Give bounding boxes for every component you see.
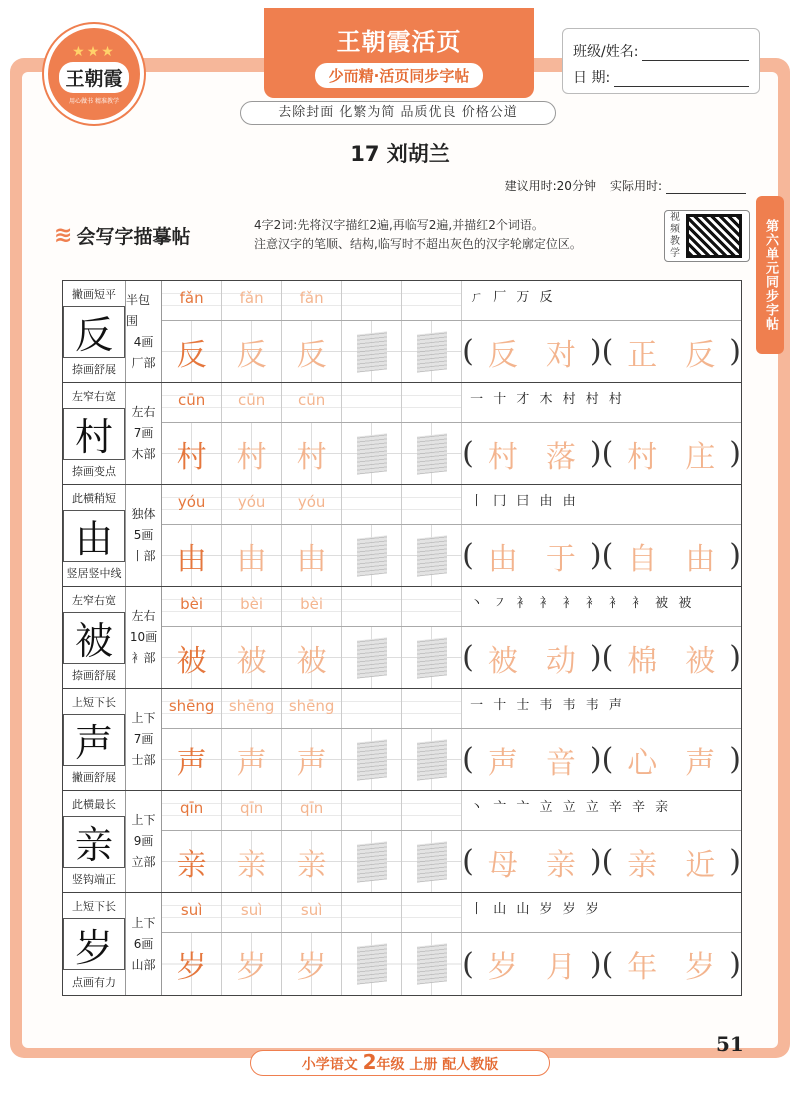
- pinyin-cell: shēng: [282, 689, 342, 728]
- copy-char-cell[interactable]: [342, 321, 402, 382]
- pinyin-line: [162, 281, 741, 321]
- copy-char-cell[interactable]: [402, 729, 462, 790]
- date-line[interactable]: [573, 61, 749, 87]
- instruction-line-2: 注意汉字的笔顺、结构,临写时不超出灰色的汉字轮廓定位区。: [254, 237, 582, 251]
- pinyin-cell: cūn: [162, 383, 222, 422]
- tip-bottom: 点画有力: [72, 976, 116, 989]
- banner-title: 王朝霞活页: [336, 27, 462, 56]
- big-char: 被: [63, 612, 125, 664]
- tip-top: 左窄右宽: [72, 594, 116, 607]
- pinyin-cell: shēng: [162, 689, 222, 728]
- logo-sub: 用心做书 精准教学: [69, 97, 119, 105]
- paren-close-icon: ): [589, 946, 602, 982]
- practice-grid: [62, 280, 742, 996]
- tip-bottom: 捺画舒展: [72, 363, 116, 376]
- tip-bottom: 竖钩端正: [72, 873, 116, 886]
- paren-open-icon: (: [601, 742, 614, 777]
- pinyin-line: [162, 689, 741, 729]
- model-char-cell: 由: [162, 525, 222, 586]
- outline-zone: [417, 739, 447, 780]
- practice-row: [63, 281, 741, 383]
- pinyin-cell: bèi: [282, 587, 342, 626]
- char-line: [162, 321, 741, 382]
- paren-open-icon: (: [601, 334, 614, 369]
- pinyin-blank-cell[interactable]: [402, 791, 462, 830]
- stroke-order: 一 十 士 韦 韦 韦 声: [470, 698, 625, 713]
- radical: 士部: [131, 753, 156, 767]
- word-char[interactable]: 岁: [487, 950, 518, 985]
- pinyin-blank-cell[interactable]: [342, 485, 402, 524]
- pinyin-blank-cell[interactable]: [342, 689, 402, 728]
- pinyin-cell: suì: [162, 893, 222, 932]
- lesson-title: 17 刘胡兰: [350, 142, 450, 166]
- pinyin-cell: fǎn: [222, 281, 282, 320]
- word-char[interactable]: 村: [487, 439, 518, 475]
- tip-top: 左窄右宽: [72, 390, 116, 403]
- wave-icon: ≋: [54, 223, 73, 248]
- pinyin-cell: fǎn: [162, 281, 222, 320]
- paren-close-icon: ): [729, 640, 741, 675]
- word-char[interactable]: 由: [685, 541, 716, 577]
- copy-char-cell[interactable]: [402, 321, 462, 382]
- model-char-cell: 亲: [162, 831, 222, 892]
- paren-close-icon: ): [729, 946, 741, 982]
- pinyin-line: [162, 485, 741, 525]
- stroke-order: 丶 ㇇ 衤 衤 衤 衤 衤 衤 被 被: [470, 596, 695, 611]
- tip-top: 此横最长: [72, 798, 116, 811]
- word-char[interactable]: 反: [685, 337, 716, 373]
- structure: 上下: [131, 711, 156, 725]
- char-card: [63, 281, 126, 382]
- paren-close-icon: ): [729, 538, 741, 573]
- word-char[interactable]: 落: [545, 439, 576, 475]
- char-card: [63, 689, 126, 790]
- pinyin-line: [162, 893, 741, 933]
- section-heading: [54, 222, 190, 249]
- trace-char-cell[interactable]: 被: [282, 627, 342, 688]
- word-char[interactable]: 棉: [627, 643, 658, 679]
- paren-open-icon: (: [601, 538, 614, 573]
- radical: 丨部: [131, 549, 156, 563]
- copy-char-cell[interactable]: [402, 423, 462, 484]
- practice-row: [63, 383, 741, 485]
- word-char[interactable]: 村: [627, 439, 658, 475]
- char-line: [162, 933, 741, 995]
- footer-subject: 小学语文: [301, 1057, 358, 1073]
- char-card: [63, 893, 126, 995]
- char-meta: [126, 587, 162, 688]
- word-practice[interactable]: [462, 627, 741, 688]
- pinyin-blank-cell[interactable]: [402, 893, 462, 932]
- big-char: 由: [63, 510, 125, 562]
- outline-zone: [417, 331, 447, 372]
- model-char-cell: 反: [162, 321, 222, 382]
- pinyin-cell: suì: [282, 893, 342, 932]
- char-card: [63, 587, 126, 688]
- pinyin-blank-cell[interactable]: [402, 587, 462, 626]
- structure: 上下: [131, 915, 156, 930]
- structure: 独体: [131, 507, 156, 521]
- pinyin-cell: fǎn: [282, 281, 342, 320]
- pinyin-blank-cell[interactable]: [342, 893, 402, 932]
- word-char[interactable]: 自: [627, 541, 658, 577]
- suggested-time: 建议用时:20分钟: [504, 179, 596, 193]
- word-char[interactable]: 心: [627, 745, 658, 781]
- outline-zone: [357, 943, 387, 984]
- pinyin-cell: qīn: [162, 791, 222, 830]
- stroke-count: 7画: [133, 732, 154, 746]
- pinyin-line: [162, 383, 741, 423]
- class-name-label: 班级/姓名:: [573, 44, 639, 60]
- practice-row: [63, 689, 741, 791]
- pinyin-blank-cell[interactable]: [342, 791, 402, 830]
- word-char[interactable]: 动: [545, 643, 576, 679]
- char-meta: [126, 281, 162, 382]
- slogan: 去除封面 化繁为简 品质优良 价格公道: [240, 101, 556, 125]
- banner-subtitle: 少而精·活页同步字帖: [315, 63, 484, 88]
- copy-char-cell[interactable]: [402, 525, 462, 586]
- outline-zone: [357, 841, 387, 882]
- pinyin-blank-cell[interactable]: [402, 689, 462, 728]
- model-char-cell: 声: [162, 729, 222, 790]
- tip-top: 撇画短平: [72, 288, 116, 301]
- practice-row: [63, 893, 741, 995]
- qr-label: 视频教学: [670, 212, 680, 259]
- copy-char-cell[interactable]: [342, 423, 402, 484]
- big-char: 岁: [63, 918, 125, 970]
- trace-char-cell[interactable]: 亲: [282, 831, 342, 892]
- paren-close-icon: ): [729, 742, 741, 777]
- outline-zone: [417, 637, 447, 678]
- pinyin-cell: cūn: [222, 383, 282, 422]
- big-char: 声: [63, 714, 125, 766]
- pinyin-blank-cell[interactable]: [342, 281, 402, 320]
- char-card: [63, 791, 126, 892]
- pinyin-cell: qīn: [282, 791, 342, 830]
- paren-close-icon: ): [729, 844, 741, 879]
- word-char[interactable]: 声: [487, 745, 518, 781]
- paren-close-icon: ): [589, 538, 602, 573]
- pinyin-cell: qīn: [222, 791, 282, 830]
- pinyin-cell: bèi: [162, 587, 222, 626]
- stroke-count: 9画: [133, 834, 154, 848]
- footer-badge: [250, 1050, 550, 1076]
- pinyin-cell: cūn: [282, 383, 342, 422]
- model-char-cell: 岁: [162, 933, 222, 995]
- outline-zone: [417, 433, 447, 474]
- trace-char-cell[interactable]: 被: [222, 627, 282, 688]
- paren-close-icon: ): [589, 742, 602, 777]
- copy-char-cell[interactable]: [342, 933, 402, 995]
- word-practice[interactable]: [462, 423, 741, 484]
- char-line: [162, 525, 741, 586]
- crown-icon: ★★★: [72, 43, 116, 60]
- outline-zone: [417, 535, 447, 576]
- word-char[interactable]: 正: [627, 337, 658, 373]
- actual-time-field[interactable]: [666, 182, 746, 194]
- structure: 上下: [131, 813, 156, 827]
- paren-close-icon: ): [729, 334, 741, 369]
- outline-zone: [417, 841, 447, 882]
- trace-char-cell[interactable]: 村: [222, 423, 282, 484]
- instructions: [254, 216, 654, 254]
- pinyin-blank-cell[interactable]: [402, 383, 462, 422]
- pinyin-line: [162, 791, 741, 831]
- char-line: [162, 729, 741, 790]
- paren-open-icon: (: [462, 946, 474, 982]
- video-qr[interactable]: [664, 210, 750, 262]
- radical: 立部: [131, 855, 156, 869]
- big-char: 反: [63, 306, 125, 358]
- logo-text: 王朝霞: [59, 62, 128, 93]
- char-line: [162, 627, 741, 688]
- footer-term: 上册: [409, 1057, 438, 1073]
- word-practice[interactable]: [462, 831, 741, 892]
- unit-side-tab: 第六单元同步字帖: [756, 196, 784, 354]
- copy-char-cell[interactable]: [402, 831, 462, 892]
- word-practice[interactable]: [462, 321, 741, 382]
- tip-top: 此横稍短: [72, 492, 116, 505]
- word-char[interactable]: 年: [627, 950, 658, 985]
- model-char-cell: 被: [162, 627, 222, 688]
- pinyin-cell: bèi: [222, 587, 282, 626]
- qr-code-icon[interactable]: [686, 214, 742, 258]
- outline-zone: [357, 739, 387, 780]
- word-char[interactable]: 母: [487, 847, 518, 883]
- word-practice[interactable]: [462, 525, 741, 586]
- trace-char-cell[interactable]: 反: [222, 321, 282, 382]
- date-label: 日 期:: [573, 70, 611, 86]
- instruction-line-1: 4字2词:先将汉字描红2遍,再临写2遍,并描红2个词语。: [254, 218, 544, 232]
- char-meta: [126, 893, 162, 995]
- stroke-order: 丨 冂 曰 由 由: [470, 494, 579, 509]
- pinyin-cell: shēng: [222, 689, 282, 728]
- brand-banner: [264, 8, 534, 98]
- brand-logo: [44, 24, 144, 124]
- char-line: [162, 831, 741, 892]
- practice-row: [63, 485, 741, 587]
- word-char[interactable]: 由: [487, 541, 518, 577]
- pinyin-cell: yóu: [282, 485, 342, 524]
- stroke-order: 一 十 才 木 村 村 村: [470, 392, 625, 407]
- tip-bottom: 捺画舒展: [72, 669, 116, 682]
- copy-char-cell[interactable]: [402, 627, 462, 688]
- practice-row: [63, 791, 741, 893]
- paren-open-icon: (: [462, 436, 474, 471]
- stroke-count: 4画: [133, 334, 154, 349]
- word-char[interactable]: 月: [545, 950, 576, 985]
- word-practice[interactable]: [462, 933, 741, 995]
- footer-edition: 配人教版: [442, 1057, 499, 1073]
- class-name-field[interactable]: [642, 45, 749, 61]
- trace-char-cell[interactable]: 反: [282, 321, 342, 382]
- tip-bottom: 捺画变点: [72, 465, 116, 478]
- trace-char-cell[interactable]: 由: [282, 525, 342, 586]
- stroke-count: 5画: [133, 528, 154, 542]
- paren-open-icon: (: [601, 946, 614, 982]
- date-field[interactable]: [614, 71, 749, 87]
- copy-char-cell[interactable]: [342, 627, 402, 688]
- structure: 左右: [131, 405, 156, 419]
- paren-open-icon: (: [462, 742, 474, 777]
- outline-zone: [357, 535, 387, 576]
- word-char[interactable]: 对: [545, 337, 576, 373]
- footer-grade: 2: [362, 1050, 377, 1074]
- time-line: [505, 177, 746, 194]
- tip-top: 上短下长: [72, 900, 116, 913]
- trace-char-cell[interactable]: 岁: [282, 933, 342, 995]
- word-char[interactable]: 被: [487, 643, 518, 679]
- word-char[interactable]: 音: [545, 745, 576, 781]
- practice-area: [162, 791, 741, 892]
- paren-open-icon: (: [601, 640, 614, 675]
- trace-char-cell[interactable]: 声: [222, 729, 282, 790]
- char-card: [63, 383, 126, 484]
- practice-area: [162, 281, 741, 382]
- practice-area: [162, 485, 741, 586]
- pinyin-blank-cell[interactable]: [342, 587, 402, 626]
- word-char[interactable]: 于: [545, 541, 576, 577]
- page-number: 51: [716, 1032, 744, 1056]
- char-card: [63, 485, 126, 586]
- outline-zone: [357, 331, 387, 372]
- outline-zone: [417, 943, 447, 984]
- radical: 木部: [131, 447, 156, 461]
- copy-char-cell[interactable]: [342, 525, 402, 586]
- radical: 山部: [131, 957, 156, 972]
- paren-open-icon: (: [462, 640, 474, 675]
- practice-area: [162, 383, 741, 484]
- char-meta: [126, 383, 162, 484]
- tip-top: 上短下长: [72, 696, 116, 709]
- big-char: 村: [63, 408, 125, 460]
- radical: 衤部: [131, 651, 156, 665]
- word-char[interactable]: 庄: [685, 439, 716, 475]
- stroke-count: 6画: [133, 936, 154, 951]
- paren-close-icon: ): [589, 640, 602, 675]
- footer-grade-suffix: 年级: [376, 1057, 405, 1073]
- model-char-cell: 村: [162, 423, 222, 484]
- tip-bottom: 撇画舒展: [72, 771, 116, 784]
- word-char[interactable]: 近: [685, 847, 716, 883]
- paren-open-icon: (: [462, 334, 474, 369]
- tip-bottom: 竖居竖中线: [66, 567, 122, 580]
- class-name-line[interactable]: [573, 35, 749, 61]
- practice-area: [162, 893, 741, 995]
- char-line: [162, 423, 741, 484]
- structure: 左右: [131, 609, 156, 623]
- word-char[interactable]: 反: [487, 337, 518, 373]
- paren-close-icon: ): [589, 334, 602, 369]
- stroke-count: 10画: [129, 630, 158, 644]
- pinyin-blank-cell[interactable]: [402, 485, 462, 524]
- word-char[interactable]: 被: [685, 643, 716, 679]
- pinyin-cell: suì: [222, 893, 282, 932]
- actual-time-label: 实际用时:: [609, 179, 662, 193]
- word-char[interactable]: 亲: [545, 847, 576, 883]
- paren-open-icon: (: [462, 844, 474, 879]
- word-practice[interactable]: [462, 729, 741, 790]
- word-char[interactable]: 岁: [685, 950, 716, 985]
- radical: 厂部: [131, 355, 156, 370]
- big-char: 亲: [63, 816, 125, 868]
- paren-close-icon: ): [589, 436, 602, 471]
- pinyin-blank-cell[interactable]: [402, 281, 462, 320]
- pinyin-cell: yóu: [162, 485, 222, 524]
- practice-row: [63, 587, 741, 689]
- copy-char-cell[interactable]: [342, 831, 402, 892]
- word-char[interactable]: 亲: [627, 847, 658, 883]
- paren-open-icon: (: [601, 844, 614, 879]
- pinyin-line: [162, 587, 741, 627]
- section-title: 会写字描摹帖: [76, 226, 191, 248]
- trace-char-cell[interactable]: 岁: [222, 933, 282, 995]
- stroke-order: 丨 山 山 岁 岁 岁: [470, 902, 602, 917]
- trace-char-cell[interactable]: 村: [282, 423, 342, 484]
- paren-close-icon: ): [729, 436, 741, 471]
- pinyin-cell: yóu: [222, 485, 282, 524]
- word-char[interactable]: 声: [685, 745, 716, 781]
- paren-close-icon: ): [589, 844, 602, 879]
- copy-char-cell[interactable]: [342, 729, 402, 790]
- outline-zone: [357, 433, 387, 474]
- student-info-box: [562, 28, 760, 94]
- stroke-count: 7画: [133, 426, 154, 440]
- paren-open-icon: (: [601, 436, 614, 471]
- char-meta: [126, 791, 162, 892]
- copy-char-cell[interactable]: [402, 933, 462, 995]
- paren-open-icon: (: [462, 538, 474, 573]
- stroke-order: 丶 亠 亠 立 立 立 辛 辛 亲: [470, 800, 672, 815]
- pinyin-blank-cell[interactable]: [342, 383, 402, 422]
- practice-area: [162, 587, 741, 688]
- outline-zone: [357, 637, 387, 678]
- structure: 半包围: [126, 292, 151, 328]
- trace-char-cell[interactable]: 亲: [222, 831, 282, 892]
- trace-char-cell[interactable]: 声: [282, 729, 342, 790]
- trace-char-cell[interactable]: 由: [222, 525, 282, 586]
- practice-area: [162, 689, 741, 790]
- stroke-order: ㄏ 厂 万 反: [470, 290, 556, 305]
- char-meta: [126, 485, 162, 586]
- char-meta: [126, 689, 162, 790]
